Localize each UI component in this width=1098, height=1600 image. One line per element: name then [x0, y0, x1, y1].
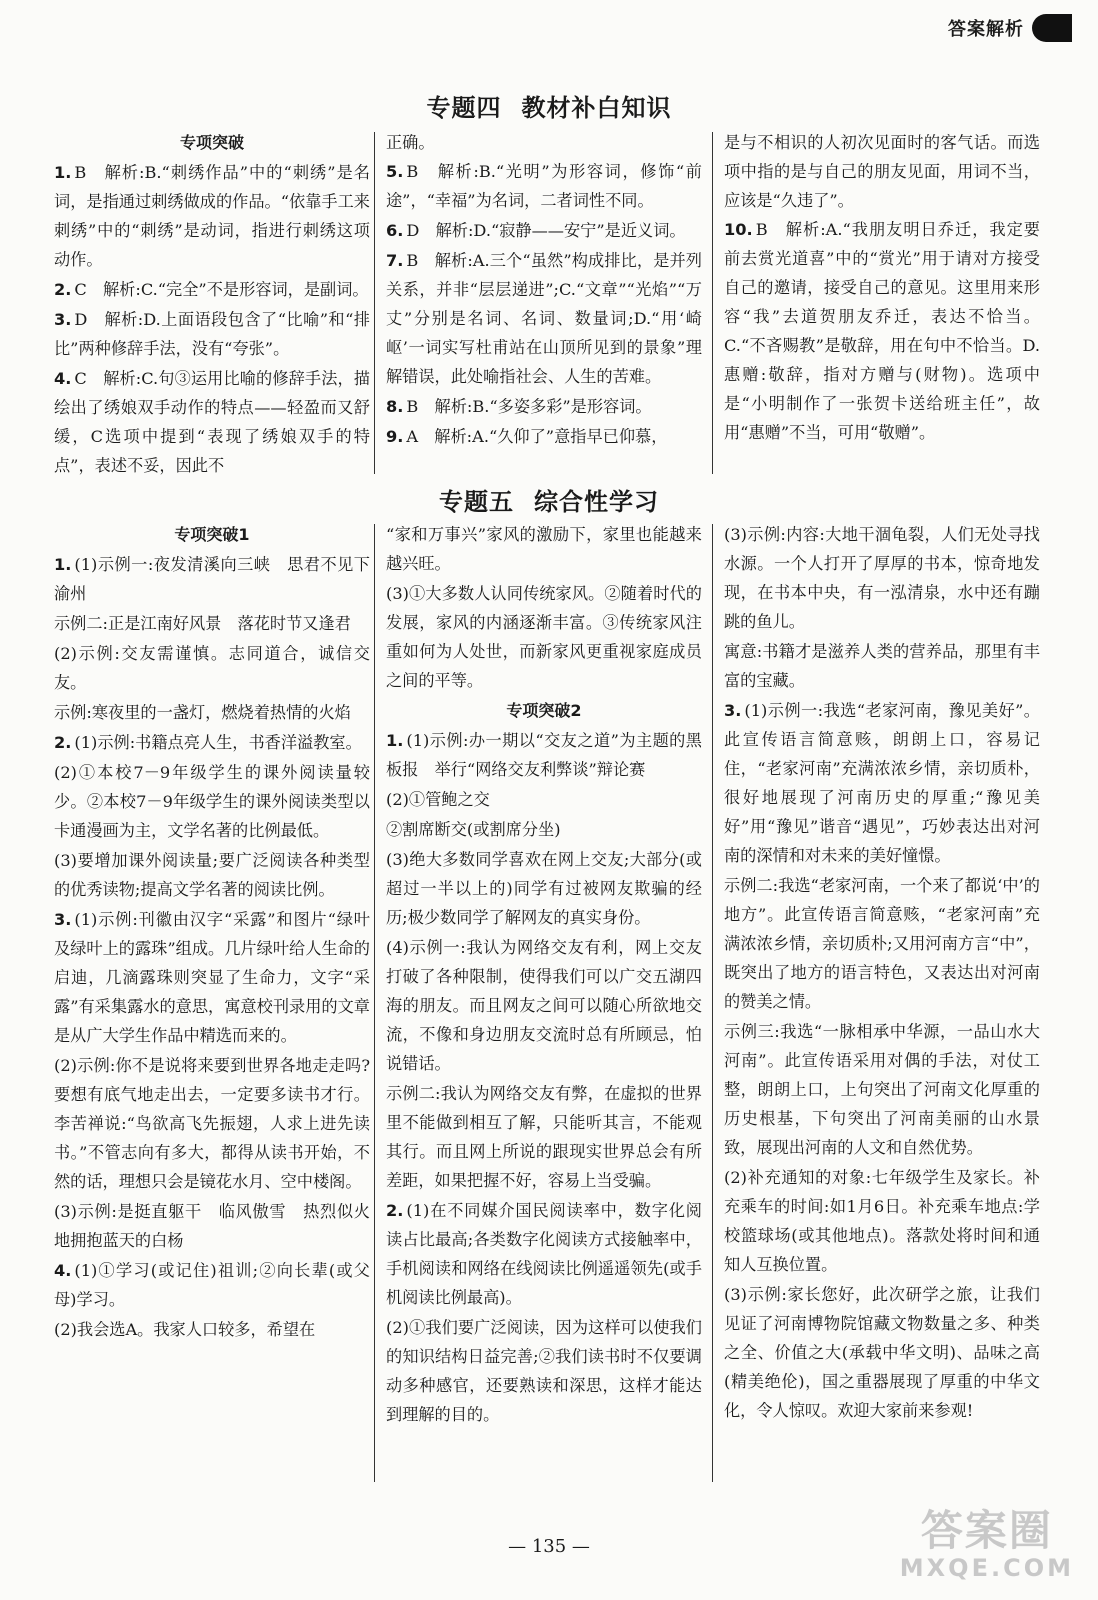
section4-column-2 [386, 128, 702, 452]
answer-item [724, 871, 1040, 1016]
answer-text: 示例二:我选“老家河南，一个来了都说‘中’的地方”。此宣传语言简意赅，“老家河南”充满浓浓乡情，亲切质朴;又用河南方言“中”，既突出了地方的语言特色，又表达出对河南的赞美之情。 [724, 876, 1040, 1011]
answer-number: 3. [54, 310, 72, 329]
answer-text: (2)示例:交友需谨慎。志同道合，诚信交友。 [54, 644, 370, 692]
answer-text: “家和万事兴”家风的激励下，家里也能越来越兴旺。 [386, 525, 702, 573]
answer-text: (1)示例:办一期以“交友之道”为主题的黑板报 举行“网络交友利弊谈”辩论赛 [386, 731, 702, 779]
answer-item [386, 157, 702, 215]
answer-number: 10. [724, 220, 753, 239]
section5-title [0, 482, 1098, 517]
section4-column-1 [54, 128, 370, 481]
answer-number: 5. [386, 162, 404, 181]
column-divider [374, 132, 375, 474]
answer-item [386, 246, 702, 391]
answer-item [54, 758, 370, 845]
answer-item [724, 1163, 1040, 1279]
section5-column-3 [724, 520, 1040, 1426]
answer-item [54, 364, 370, 480]
answer-text: (1)示例一:我选“老家河南，豫见美好”。此宣传语言简意赅，朗朗上口，容易记住，“老家河南”充满浓浓乡情，亲切质朴，很好地展现了河南历史的厚重;“豫见美好”用“豫见”谐音“遇见”，巧妙表达出对河南的深情和对未来的美好憧憬。 [724, 701, 1040, 865]
answer-number: 7. [386, 251, 404, 270]
answer-text: B 解析:A.三个“虽然”构成排比，是并列关系，并非“层层递进”;C.“文章”“光焰”“万丈”分别是名词、名词、数量词;D.“用‘崎岖’一词实写杜甫站在山顶所见到的景象”理解错误，此处喻指社会、人生的苦难。 [386, 251, 702, 386]
answer-text: B 解析:B.“光明”为形容词，修饰“前途”，“幸福”为名词，二者词性不同。 [386, 162, 702, 210]
answer-item [386, 216, 702, 245]
answer-item [54, 305, 370, 363]
answer-text: (4)示例一:我认为网络交友有利，网上交友打破了各种限制，使得我们可以广交五湖四海的朋友。而且网友之间可以随心所欲地交流，不像和身边朋友交流时总有所顾忌，怕说错话。 [386, 938, 702, 1073]
answer-text: (1)示例:书籍点亮人生，书香洋溢教室。 [74, 733, 362, 752]
header-tag-text: 答案解析 [948, 19, 1024, 40]
column-divider [712, 524, 713, 1482]
answer-number: 1. [386, 731, 404, 750]
answer-text: (1)①学习(或记住)祖训;②向长辈(或父母)学习。 [54, 1261, 370, 1309]
answer-text: C 解析:C.句③运用比喻的修辞手法，描绘出了绣娘双手动作的特点——轻盈而又舒缓，C选项中提到“表现了绣娘双手的特点”，表述不妥，因此不 [54, 369, 370, 475]
answer-item [386, 422, 702, 451]
answer-text: (3)①大多数人认同传统家风。②随着时代的发展，家风的内涵逐渐丰富。③传统家风注重如何为人处世，而新家风更重视家庭成员之间的平等。 [386, 584, 702, 690]
answer-item [386, 815, 702, 844]
answer-text: 寓意:书籍才是滋养人类的营养品，那里有丰富的宝藏。 [724, 642, 1040, 690]
answer-item [54, 609, 370, 638]
answer-text: (2)①管鲍之交 [386, 790, 490, 809]
answer-text: (1)在不同媒介国民阅读率中，数字化阅读占比最高;各类数字化阅读方式接触率中，手机阅读和网络在线阅读比例遥遥领先(或手机阅读比例最高)。 [386, 1201, 702, 1307]
watermark-text-top: 答案圈 [920, 1506, 1053, 1555]
page-number: — 135 — [508, 1536, 590, 1557]
watermark-text-bottom: MXQE.COM [899, 1554, 1074, 1582]
answer-number: 3. [54, 910, 72, 929]
answer-number: 4. [54, 369, 72, 388]
answer-item [54, 158, 370, 274]
column-divider [712, 132, 713, 474]
answer-number: 9. [386, 427, 404, 446]
answer-number: 1. [54, 163, 72, 182]
answer-number: 2. [54, 280, 72, 299]
answer-item [724, 215, 1040, 447]
section4-title-num: 专题四 [426, 94, 502, 122]
answer-number: 4. [54, 1261, 72, 1280]
section4-col2-lead: 正确。 [386, 133, 435, 152]
answer-text: (3)示例:内容:大地干涸龟裂，人们无处寻找水源。一个人打开了厚厚的书本，惊奇地发现，在书本中央，有一泓清泉，水中还有蹦跳的鱼儿。 [724, 525, 1040, 631]
answer-text: B 解析:B.“多姿多彩”是形容词。 [406, 397, 652, 416]
answer-text: ②割席断交(或割席分坐) [386, 820, 561, 839]
section5-column-2 [386, 520, 702, 1430]
answer-text: C 解析:C.“完全”不是形容词，是副词。 [74, 280, 369, 299]
answer-item [386, 520, 702, 578]
answer-item [386, 933, 702, 1078]
answer-number: 8. [386, 397, 404, 416]
answer-item [386, 1313, 702, 1429]
section4-subtitle: 专项突破 [179, 133, 244, 152]
section4-column-3 [724, 128, 1040, 448]
answer-text: D 解析:D.上面语段包含了“比喻”和“排比”两种修辞手法，没有“夸张”。 [54, 310, 370, 358]
answer-text: (3)示例:家长您好，此次研学之旅，让我们见证了河南博物院馆藏文物数量之多、种类之全、价值之大(承载中华文明)、品味之高(精美绝伦)，国之重器展现了厚重的中华文化，令人惊叹。欢迎大家前来参观! [724, 1285, 1040, 1420]
answer-text: (3)绝大多数同学喜欢在网上交友;大部分(或超过一半以上的)同学有过被网友欺骗的经历;极少数同学了解网友的真实身份。 [386, 850, 702, 927]
answer-item [724, 520, 1040, 636]
answer-item [724, 1017, 1040, 1162]
answer-item [386, 392, 702, 421]
answer-item [386, 785, 702, 814]
answer-item [54, 846, 370, 904]
answer-item [386, 845, 702, 932]
section5-column-1 [54, 520, 370, 1345]
section5-title-name: 综合性学习 [534, 488, 659, 516]
answer-item [54, 275, 370, 304]
answer-item [724, 696, 1040, 870]
answer-text: 示例二:正是江南好风景 落花时节又逢君 [54, 614, 351, 633]
answer-item [386, 1196, 702, 1312]
answer-item [54, 639, 370, 697]
answer-item [386, 1079, 702, 1195]
answer-text: B 解析:B.“刺绣作品”中的“刺绣”是名词，是指通过刺绣做成的作品。“依靠手工来刺绣”中的“刺绣”是动词，指进行刺绣这项动作。 [54, 163, 370, 269]
header-tag [948, 14, 1072, 42]
section5-subtitle-2: 专项突破2 [506, 701, 582, 720]
answer-item [724, 1280, 1040, 1425]
answer-item [54, 1315, 370, 1344]
answer-item [54, 1051, 370, 1196]
answer-text: (1)示例一:夜发清溪向三峡 思君不见下渝州 [54, 555, 370, 603]
answer-text: (2)①我们要广泛阅读，因为这样可以使我们的知识结构日益完善;②我们读书时不仅要调动多种感官，还要熟读和深思，这样才能达到理解的目的。 [386, 1318, 702, 1424]
answer-item [54, 1256, 370, 1314]
answer-text: (2)①本校7－9年级学生的课外阅读量较少。②本校7－9年级学生的课外阅读类型以卡通漫画为主，文学名著的比例最低。 [54, 763, 370, 840]
answer-number: 2. [54, 733, 72, 752]
answer-text: (3)示例:是挺直躯干 临风傲雪 热烈似火地拥抱蓝天的白杨 [54, 1202, 370, 1250]
answer-text: D 解析:D.“寂静——安宁”是近义词。 [406, 221, 686, 240]
section5-subtitle-1: 专项突破1 [174, 525, 250, 544]
section4-title-name: 教材补白知识 [521, 94, 672, 122]
answer-number: 1. [54, 555, 72, 574]
answer-text: B 解析:A.“我朋友明日乔迁，我定要前去赏光道喜”中的“赏光”用于请对方接受自己的邀请，接受自己的意见。这里用来形容“我”去道贺朋友乔迁，表达不恰当。C.“不吝赐教”是敬辞，用在句中不恰当。D.惠赠:敬辞，指对方赠与(财物)。选项中是“小明制作了一张贺卡送给班主任”，故用“惠赠”不当，可用“敬赠”。 [724, 220, 1040, 442]
answer-text: (3)要增加课外阅读量;要广泛阅读各种类型的优秀读物;提高文学名著的阅读比例。 [54, 851, 370, 899]
answer-item [54, 728, 370, 757]
header-tag-bar [1032, 14, 1072, 42]
section5-title-num: 专题五 [439, 488, 514, 516]
answer-text: (1)示例:刊徽由汉字“采露”和图片“绿叶及绿叶上的露珠”组成。几片绿叶给人生命的启迪，几滴露珠则突显了生命力，文字“采露”有采集露水的意思，寓意校刊录用的文章是从广大学生作品中精选而来的。 [54, 910, 370, 1045]
answer-item [724, 637, 1040, 695]
answer-item [386, 726, 702, 784]
answer-text: (2)示例:你不是说将来要到世界各地走走吗?要想有底气地走出去，一定要多读书才行。李苦禅说:“鸟欲高飞先振翅，人求上进先读书。”不管志向有多大，都得从读书开始，不然的话，理想只会是镜花水月、空中楼阁。 [54, 1056, 370, 1191]
watermark-logo [899, 1506, 1074, 1582]
answer-text: 示例:寒夜里的一盏灯，燃烧着热情的火焰 [54, 703, 351, 722]
answer-item [54, 698, 370, 727]
answer-item [54, 1197, 370, 1255]
column-divider [374, 524, 375, 1482]
answer-number: 3. [724, 701, 742, 720]
answer-number: 6. [386, 221, 404, 240]
answer-text: 示例二:我认为网络交友有弊，在虚拟的世界里不能做到相互了解，只能听其言，不能观其行。而且网上所说的跟现实世界总会有所差距，如果把握不好，容易上当受骗。 [386, 1084, 702, 1190]
answer-text: 示例三:我选“一脉相承中华源，一品山水大河南”。此宣传语采用对偶的手法，对仗工整，朗朗上口，上句突出了河南文化厚重的历史根基，下句突出了河南美丽的山水景致，展现出河南的人文和自然优势。 [724, 1022, 1040, 1157]
answer-text: (2)我会选A。我家人口较多，希望在 [54, 1320, 316, 1339]
answer-text: A 解析:A.“久仰了”意指早已仰慕， [406, 427, 668, 446]
section4-title [0, 88, 1098, 123]
answer-number: 2. [386, 1201, 404, 1220]
answer-text: (2)补充通知的对象:七年级学生及家长。补充乘车的时间:如1月6日。补充乘车地点:学校篮球场(或其他地点)。落款处将时间和通知人互换位置。 [724, 1168, 1040, 1274]
section4-col3-lead: 是与不相识的人初次见面时的客气话。而选项中指的是与自己的朋友见面，用词不当，应该是“久违了”。 [724, 133, 1040, 210]
answer-item [54, 550, 370, 608]
answer-item [54, 905, 370, 1050]
answer-item [386, 579, 702, 695]
